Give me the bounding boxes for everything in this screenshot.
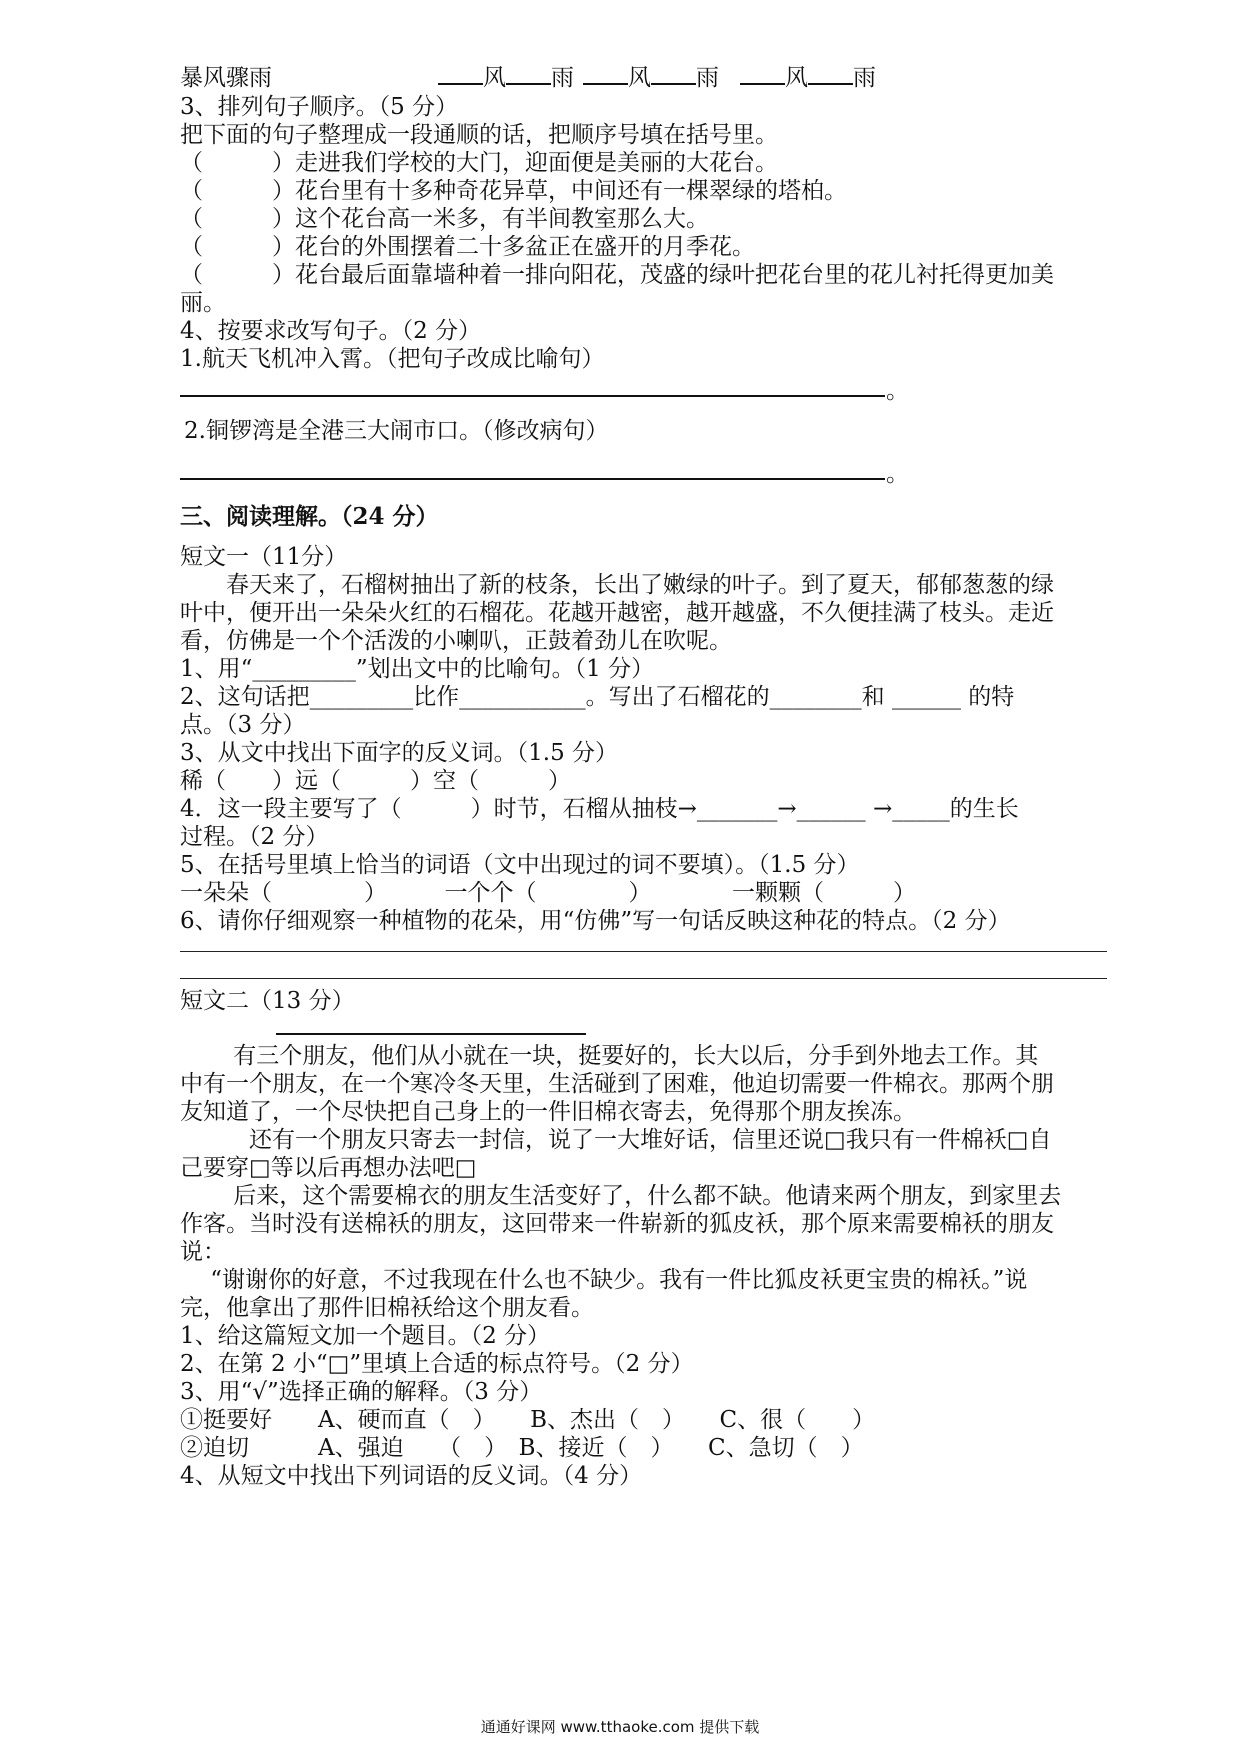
period: 。 (886, 461, 909, 487)
passage2-line: “谢谢你的好意，不过我现在什么也不缺少。我有一件比狐皮袄更宝贵的棉袄。”说 (180, 1267, 1028, 1293)
passage2-line: 有三个朋友，他们从小就在一块，挺要好的，长大以后，分手到外地去工作。其 (180, 1043, 1039, 1069)
passage2-question: ②迫切 A、强迫 （ ） B、接近（ ） C、急切（ ） (180, 1435, 864, 1461)
passage2-question: ①挺要好 A、硬而直（ ） B、杰出（ ） C、很（ ） (180, 1407, 876, 1433)
q4-sentence-1: 1.航天飞机冲入霄。（把句子改成比喻句） (180, 346, 605, 372)
blank (740, 83, 785, 85)
passage1-title: 短文一（11分） (180, 544, 348, 570)
passage1-question: 稀（ ）远（ ）空（ ） (180, 768, 571, 794)
idiom-pattern-3: 风 雨 (740, 63, 876, 93)
passage1-question: 4．这一段主要写了（ ）时节，石榴从抽枝→_______→______ →_____的生长 (180, 796, 1019, 822)
passage1-line: 叶中，便开出一朵朵火红的石榴花。花越开越密，越开越盛，不久便挂满了枝头。走近 (180, 600, 1054, 626)
blank (583, 83, 628, 85)
blank (438, 83, 483, 85)
blank (808, 83, 853, 85)
footer-watermark: 通通好课网 www.tthaoke.com 提供下载 (480, 1718, 760, 1736)
idiom-pattern-2: 风 雨 (583, 63, 719, 93)
passage1-line: 看，仿佛是一个个活泼的小喇叭，正鼓着劲儿在吹呢。 (180, 628, 732, 654)
passage1-question: 6、请你仔细观察一种植物的花朵，用“仿佛”写一句话反映这种花的特点。（2 分） (180, 908, 1011, 934)
passage1-question: 1、用“_________”划出文中的比喻句。（1 分） (180, 656, 655, 682)
q4-sentence-2: 2.铜锣湾是全港三大闹市口。（修改病句） (184, 418, 609, 444)
blank (651, 83, 696, 85)
title-answer-line[interactable] (276, 1033, 586, 1035)
passage1-question: 3、从文中找出下面字的反义词。（1.5 分） (180, 740, 619, 766)
passage1-question: 一朵朵（ ） 一个个（ ） 一颗颗（ ） (180, 880, 916, 906)
passage2-question: 4、从短文中找出下列词语的反义词。（4 分） (180, 1463, 643, 1489)
passage2-line: 中有一个朋友，在一个寒冷冬天里，生活碰到了困难，他迫切需要一件棉衣。那两个朋 (180, 1071, 1054, 1097)
idiom-pattern-1: 风 雨 (438, 63, 574, 93)
passage2-line: 说： (180, 1239, 226, 1265)
q3-title: 3、排列句子顺序。（5 分） (180, 94, 459, 120)
passage2-line: 后来，这个需要棉衣的朋友生活变好了，什么都不缺。他请来两个朋友，到家里去 (180, 1183, 1062, 1209)
passage2-line: 还有一个朋友只寄去一封信，说了一大堆好话，信里还说□我只有一件棉袄□自 (180, 1127, 1052, 1153)
q3-item: （ ）走进我们学校的大门，迎面便是美丽的大花台。 (180, 150, 778, 176)
passage1-question: 过程。（2 分） (180, 824, 329, 850)
q3-item: （ ）这个花台高一米多，有半间教室那么大。 (180, 206, 709, 232)
passage1-question: 点。（3 分） (180, 712, 306, 738)
answer-line[interactable] (180, 978, 1107, 979)
period: 。 (886, 378, 909, 404)
passage2-line: 完，他拿出了那件旧棉袄给这个朋友看。 (180, 1295, 594, 1321)
blank (506, 83, 551, 85)
q3-item: （ ）花台的外围摆着二十多盆正在盛开的月季花。 (180, 234, 755, 260)
q3-item: （ ）花台里有十多种奇花异草，中间还有一棵翠绿的塔柏。 (180, 178, 847, 204)
q4-title: 4、按要求改写句子。（2 分） (180, 318, 482, 344)
passage2-line: 作客。当时没有送棉袄的朋友，这回带来一件崭新的狐皮袄，那个原来需要棉袄的朋友 (180, 1211, 1054, 1237)
passage1-question: 5、在括号里填上恰当的词语（文中出现过的词不要填）。（1.5 分） (180, 852, 860, 878)
passage2-title: 短文二（13 分） (180, 988, 355, 1014)
q3-item: （ ）花台最后面靠墙种着一排向阳花，茂盛的绿叶把花台里的花儿衬托得更加美 (180, 262, 1054, 288)
idiom-row (180, 63, 272, 93)
passage2-question: 3、用“√”选择正确的解释。（3 分） (180, 1379, 543, 1405)
q3-instruction: 把下面的句子整理成一段通顺的话，把顺序号填在括号里。 (180, 122, 778, 148)
passage2-line: 己要穿□等以后再想办法吧□ (180, 1155, 477, 1181)
passage1-question: 2、这句话把_________比作___________。写出了石榴花的________和 ______ 的特 (180, 684, 1015, 710)
answer-line[interactable] (180, 951, 1107, 952)
section-title: 三、阅读理解。（24 分） (180, 503, 439, 530)
passage2-line: 友知道了，一个尽快把自己身上的一件旧棉衣寄去，免得那个朋友挨冻。 (180, 1099, 916, 1125)
idiom-word: 暴风骤雨 (180, 65, 272, 91)
passage2-question: 1、给这篇短文加一个题目。（2 分） (180, 1323, 551, 1349)
answer-line[interactable] (180, 478, 885, 480)
answer-line[interactable] (180, 395, 885, 397)
q3-item-continued: 丽。 (180, 290, 226, 316)
passage2-question: 2、在第 2 小“□”里填上合适的标点符号。（2 分） (180, 1351, 694, 1377)
passage1-line: 春天来了，石榴树抽出了新的枝条，长出了嫩绿的叶子。到了夏天，郁郁葱葱的绿 (180, 572, 1054, 598)
